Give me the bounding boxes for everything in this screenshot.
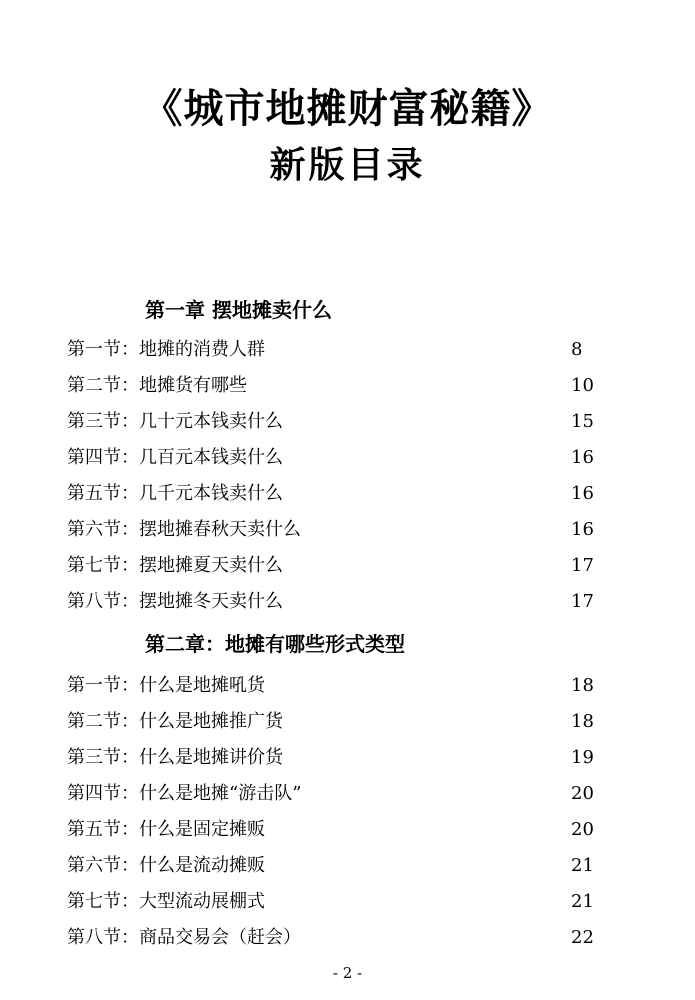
toc-entry	[67, 780, 592, 808]
toc-entry	[67, 372, 592, 400]
chapter-heading: 第一章 摆地摊卖什么	[145, 298, 332, 322]
toc-entry-page: 20	[571, 819, 594, 840]
toc-entry-label: 第八节：商品交易会（赶会）	[67, 927, 301, 948]
toc-entry-label: 第五节：什么是固定摊贩	[67, 819, 265, 840]
toc-entry	[67, 408, 592, 436]
toc-entry-label: 第四节：几百元本钱卖什么	[67, 447, 283, 468]
toc-entry-page: 22	[571, 927, 594, 948]
toc-entry-label: 第六节：什么是流动摊贩	[67, 855, 265, 876]
toc-entry-label: 第四节：什么是地摊“游击队”	[67, 783, 302, 804]
toc-entry-label: 第一节：什么是地摊吼货	[67, 675, 265, 696]
toc-entry-page: 19	[571, 747, 594, 768]
toc-entry-page: 18	[571, 711, 594, 732]
toc-entry-label: 第六节：摆地摊春秋天卖什么	[67, 519, 301, 540]
toc-entry	[67, 816, 592, 844]
toc-entry	[67, 924, 592, 952]
toc-entry-page: 8	[571, 339, 583, 360]
toc-entry	[67, 552, 592, 580]
toc-entry-label: 第二节：什么是地摊推广货	[67, 711, 283, 732]
chapter-heading: 第二章：地摊有哪些形式类型	[145, 632, 405, 656]
toc-entry-page: 10	[571, 375, 594, 396]
toc-entry	[67, 672, 592, 700]
toc-entry-page: 18	[571, 675, 594, 696]
toc-entry-label: 第一节：地摊的消费人群	[67, 339, 265, 360]
toc-entry-page: 17	[571, 555, 594, 576]
toc-entry-label: 第五节：几千元本钱卖什么	[67, 483, 283, 504]
toc-entry-page: 17	[571, 591, 594, 612]
toc-entry-label: 第八节：摆地摊冬天卖什么	[67, 591, 283, 612]
toc-entry-label: 第七节：摆地摊夏天卖什么	[67, 555, 283, 576]
document-subtitle: 新版目录	[269, 144, 426, 186]
toc-entry-page: 20	[571, 783, 594, 804]
toc-entry-label: 第七节：大型流动展棚式	[67, 891, 265, 912]
toc-entry-label: 第三节：几十元本钱卖什么	[67, 411, 283, 432]
toc-entry-label: 第二节：地摊货有哪些	[67, 375, 247, 396]
toc-entry-page: 21	[571, 891, 594, 912]
toc-entry-page: 16	[571, 447, 594, 468]
toc-entry	[67, 888, 592, 916]
toc-entry	[67, 852, 592, 880]
document-title: 《城市地摊财富秘籍》	[142, 85, 553, 132]
toc-entry-page: 15	[571, 411, 594, 432]
toc-entry	[67, 480, 592, 508]
toc-entry	[67, 588, 592, 616]
toc-entry	[67, 516, 592, 544]
toc-entry	[67, 708, 592, 736]
toc-entry	[67, 444, 592, 472]
toc-entry	[67, 336, 592, 364]
toc-entry	[67, 744, 592, 772]
toc-entry-page: 16	[571, 483, 594, 504]
toc-entry-label: 第三节：什么是地摊讲价货	[67, 747, 283, 768]
toc-entry-page: 16	[571, 519, 594, 540]
toc-entry-page: 21	[571, 855, 594, 876]
page-number: - 2 -	[332, 964, 363, 982]
